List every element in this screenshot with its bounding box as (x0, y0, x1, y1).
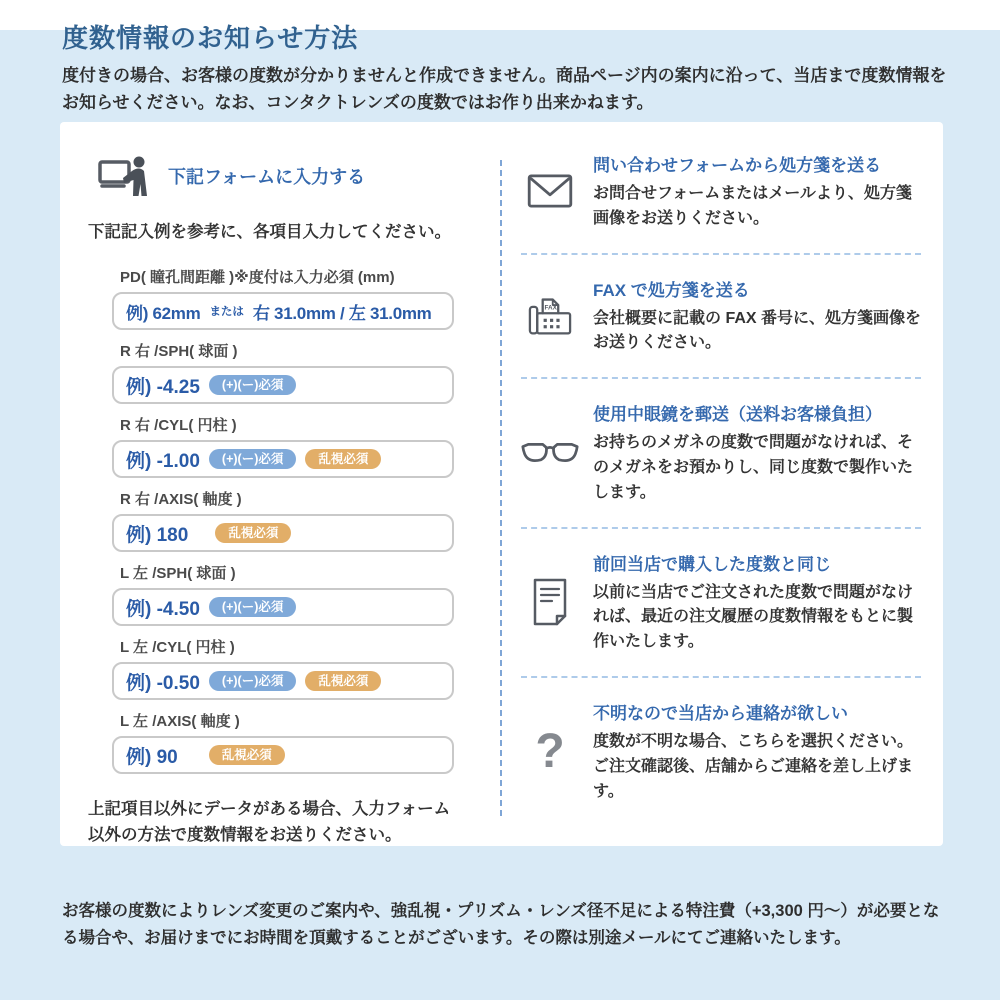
form-heading: 下記フォームに入力する (168, 167, 366, 187)
field-value: 例) 90 (126, 746, 178, 768)
method-mail-glasses (521, 377, 921, 526)
method-previous-order (521, 527, 921, 676)
plus-minus-required-badge: (+)(ー)必須 (209, 671, 296, 692)
footer-note: お客様の度数によりレンズ変更のご案内や、強乱視・プリズム・レンズ径不足による特注費（+3,300 円〜）が必要となる場合や、お届けまでにお時間を頂戴することがございます。その際は別途メールにてご連絡いたします。 (62, 902, 940, 948)
info-card (60, 122, 943, 846)
glasses-icon (521, 442, 579, 464)
field-box-r-axis (112, 514, 454, 552)
field-label-r-sph: R 右 /SPH( 球面 ) (120, 343, 238, 360)
document-icon (521, 578, 579, 626)
plus-minus-required-badge: (+)(ー)必須 (209, 449, 296, 470)
field-value: 例) -4.25 (126, 376, 200, 398)
mail-icon (521, 174, 579, 208)
method-contact-form (521, 130, 921, 253)
question-icon: ? (535, 725, 565, 779)
field-box-l-cyl (112, 662, 454, 700)
field-box-r-sph (112, 366, 454, 404)
method-title: 前回当店で購入した度数と同じ (593, 554, 831, 574)
field-label-r-axis: R 右 /AXIS( 軸度 ) (120, 491, 242, 508)
field-value-or: または (209, 306, 244, 318)
form-entry-icon (98, 154, 152, 198)
method-fax (521, 253, 921, 378)
field-value: 例) 180 (126, 524, 189, 546)
method-title: 問い合わせフォームから処方箋を送る (593, 156, 882, 175)
field-label-l-cyl: L 左 /CYL( 円柱 ) (120, 639, 235, 656)
field-label-pd: PD( 瞳孔間距離 )※度付は入力必須 (mm) (120, 269, 395, 286)
method-title: FAX で処方箋を送る (593, 280, 750, 300)
method-body: 度数が不明な場合、こちらを選択ください。ご注文確認後、店舗からご連絡を差し上げます。 (593, 732, 914, 800)
form-fields (112, 266, 454, 774)
field-label-r-cyl: R 右 /CYL( 円柱 ) (120, 417, 237, 434)
astigmatism-required-badge: 乱視必須 (305, 449, 381, 470)
form-header (98, 154, 500, 198)
form-column (60, 122, 500, 846)
method-title: 不明なので当店から連絡が欲しい (593, 703, 848, 723)
field-box-r-cyl (112, 440, 454, 478)
field-value: 例) -1.00 (126, 450, 200, 472)
form-instruction: 下記記入例を参考に、各項目入力してください。 (88, 223, 451, 241)
fax-icon (521, 295, 579, 337)
field-value: 例) -0.50 (126, 672, 200, 694)
field-value-alt: 右 31.0mm / 左 31.0mm (252, 303, 432, 323)
method-body: お問合せフォームまたはメールより、処方箋画像をお送りください。 (593, 185, 912, 227)
method-body: 以前に当店でご注文された度数で問題がなければ、最近の注文履歴の度数情報をもとに製作いたします。 (593, 583, 914, 651)
method-body: お持ちのメガネの度数で問題がなければ、そのメガネをお預かりし、同じ度数で製作いたします。 (593, 434, 914, 501)
method-body: 会社概要に記載の FAX 番号に、処方箋画像をお送りください。 (593, 309, 922, 352)
page-title: 度数情報のお知らせ方法 (62, 23, 359, 53)
field-label-l-axis: L 左 /AXIS( 軸度 ) (120, 713, 240, 730)
astigmatism-required-badge: 乱視必須 (305, 671, 381, 692)
astigmatism-required-badge: 乱視必須 (209, 745, 285, 766)
field-box-pd (112, 292, 454, 330)
methods-column (502, 122, 943, 846)
field-value: 例) -4.50 (126, 598, 200, 620)
svg-text:FAX: FAX (544, 304, 557, 312)
form-note: 上記項目以外にデータがある場合、入力フォーム以外の方法で度数情報をお送りください。 (88, 800, 451, 845)
plus-minus-required-badge: (+)(ー)必須 (209, 597, 296, 618)
method-unknown-contact (521, 676, 921, 825)
method-title: 使用中眼鏡を郵送（送料お客様負担） (593, 405, 882, 425)
field-value: 例) 62mm (126, 303, 201, 323)
plus-minus-required-badge: (+)(ー)必須 (209, 375, 296, 396)
field-box-l-sph (112, 588, 454, 626)
astigmatism-required-badge: 乱視必須 (215, 523, 291, 544)
field-label-l-sph: L 左 /SPH( 球面 ) (120, 565, 236, 582)
intro-text: 度付きの場合、お客様の度数が分かりませんと作成できません。商品ページ内の案内に沿って、当店まで度数情報をお知らせください。なお、コンタクトレンズの度数ではお作り出来かねます。 (62, 66, 947, 113)
field-box-l-axis (112, 736, 454, 774)
